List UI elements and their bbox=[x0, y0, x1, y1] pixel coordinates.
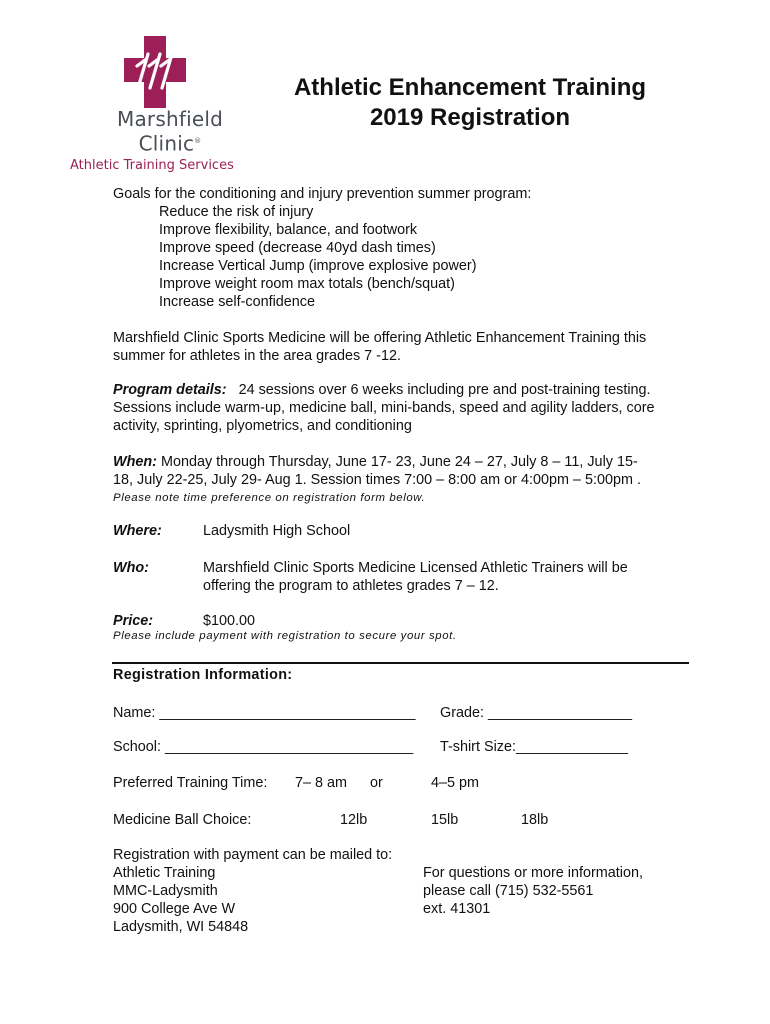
school-label: School: bbox=[113, 739, 161, 755]
training-time-or: or bbox=[370, 775, 383, 791]
grade-label: Grade: bbox=[440, 705, 484, 721]
program-text1: 24 sessions over 6 weeks including pre and post-training testing. bbox=[238, 382, 651, 398]
program-line1 bbox=[113, 381, 693, 399]
goal-item: Improve weight room max totals (bench/squat) bbox=[159, 276, 455, 292]
mail-line: 900 College Ave W bbox=[113, 901, 236, 917]
training-time-option-afternoon[interactable]: 4–5 pm bbox=[431, 775, 479, 791]
contact-line: ext. 41301 bbox=[423, 901, 491, 917]
mail-line: Registration with payment can be mailed to: bbox=[113, 847, 393, 863]
goals-intro: Goals for the conditioning and injury prevention summer program: bbox=[113, 186, 532, 202]
contact-line: please call (715) 532-5561 bbox=[423, 883, 594, 899]
goal-item: Improve speed (decrease 40yd dash times) bbox=[159, 240, 436, 256]
offering-paragraph bbox=[113, 329, 693, 365]
medicine-ball-option-12lb[interactable]: 12lb bbox=[340, 812, 368, 828]
when-label: When: bbox=[113, 454, 157, 470]
goal-item: Increase self-confidence bbox=[159, 294, 315, 310]
title-line1: Athletic Enhancement Training bbox=[293, 74, 647, 101]
tshirt-field[interactable] bbox=[440, 738, 628, 756]
contact-info bbox=[423, 864, 643, 918]
grade-blank[interactable]: __________________ bbox=[488, 705, 633, 721]
price-value: $100.00 bbox=[203, 613, 256, 629]
who-line2: offering the program to athletes grades 7 – 12. bbox=[203, 578, 499, 594]
offering-line1: Marshfield Clinic Sports Medicine will be offering Athletic Enhancement Training this bbox=[113, 330, 647, 346]
medicine-ball-label: Medicine Ball Choice: bbox=[113, 812, 252, 828]
logo-wordmark bbox=[100, 108, 240, 155]
who-label: Who: bbox=[113, 560, 149, 576]
name-field[interactable] bbox=[113, 704, 416, 722]
logo-name-line1: Marshfield bbox=[117, 107, 223, 131]
goals-section bbox=[113, 185, 531, 311]
section-divider bbox=[112, 662, 689, 664]
goal-item: Increase Vertical Jump (improve explosive power) bbox=[159, 258, 477, 274]
medicine-ball-option-15lb[interactable]: 15lb bbox=[431, 812, 459, 828]
where-label: Where: bbox=[113, 523, 162, 539]
tshirt-label: T-shirt Size: bbox=[440, 739, 516, 755]
program-line3: activity, sprinting, plyometrics, and conditioning bbox=[113, 418, 412, 434]
offering-line2: summer for athletes in the area grades 7 -12. bbox=[113, 348, 401, 364]
program-details bbox=[113, 381, 693, 435]
registration-heading: Registration Information: bbox=[113, 667, 293, 683]
title-line2: 2019 Registration bbox=[369, 104, 571, 131]
when-line1 bbox=[113, 453, 693, 471]
when-note: Please note time preference on registration form below. bbox=[113, 492, 426, 504]
grade-field[interactable] bbox=[440, 704, 632, 722]
price-label: Price: bbox=[113, 613, 153, 629]
contact-line: For questions or more information, bbox=[423, 865, 643, 881]
program-label: Program details: bbox=[113, 382, 227, 398]
program-line2: Sessions include warm-up, medicine ball, mini-bands, speed and agility ladders, core bbox=[113, 400, 655, 416]
when-section bbox=[113, 453, 693, 507]
medicine-ball-option-18lb[interactable]: 18lb bbox=[521, 812, 549, 828]
name-label: Name: bbox=[113, 705, 156, 721]
school-blank[interactable]: _______________________________ bbox=[165, 739, 414, 755]
where-value: Ladysmith High School bbox=[203, 523, 351, 539]
who-value bbox=[203, 559, 628, 595]
price-note: Please include payment with registration to secure your spot. bbox=[113, 630, 457, 642]
tshirt-blank[interactable]: ______________ bbox=[515, 739, 629, 755]
when-text1: Monday through Thursday, June 17- 23, June 24 – 27, July 8 – 11, July 15- bbox=[160, 454, 638, 470]
mail-line: MMC-Ladysmith bbox=[113, 883, 218, 899]
mailing-address bbox=[113, 846, 392, 936]
mail-line: Ladysmith, WI 54848 bbox=[113, 919, 249, 935]
training-time-option-morning[interactable]: 7– 8 am bbox=[295, 775, 347, 791]
training-time-label: Preferred Training Time: bbox=[113, 775, 268, 791]
name-blank[interactable]: ________________________________ bbox=[159, 705, 416, 721]
page-title bbox=[250, 73, 690, 133]
mail-line: Athletic Training bbox=[113, 865, 216, 881]
when-line2: 18, July 22-25, July 29- Aug 1. Session times 7:00 – 8:00 am or 4:00pm – 5:00pm . bbox=[113, 472, 641, 488]
goal-item: Improve flexibility, balance, and footwork bbox=[159, 222, 418, 238]
marshfield-clinic-logo-icon bbox=[124, 36, 186, 108]
logo-tagline: Athletic Training Services bbox=[70, 158, 234, 173]
goal-item: Reduce the risk of injury bbox=[159, 204, 314, 220]
logo-name-line2: Clinic® bbox=[138, 131, 202, 156]
who-line1: Marshfield Clinic Sports Medicine Licensed Athletic Trainers will be bbox=[203, 560, 628, 576]
registered-mark: ® bbox=[194, 137, 202, 145]
school-field[interactable] bbox=[113, 738, 413, 756]
